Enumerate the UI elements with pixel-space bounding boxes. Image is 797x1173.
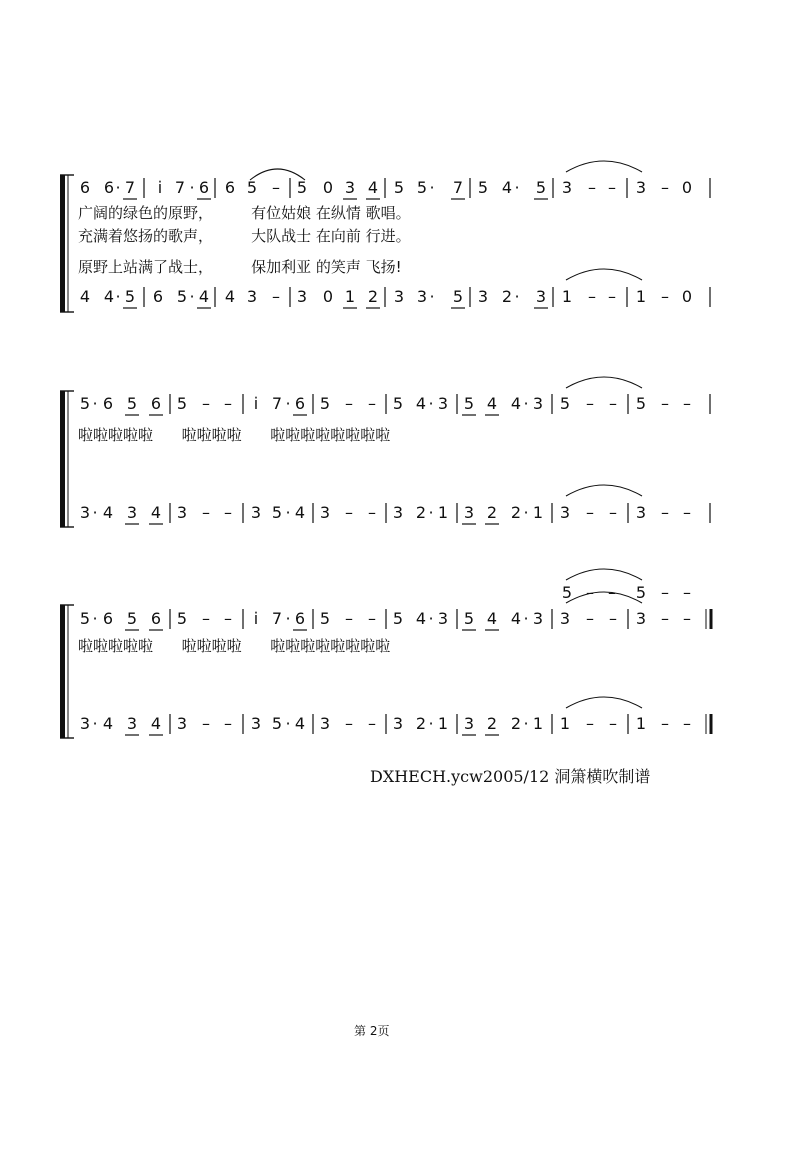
note: 5 [393,178,405,197]
note: 3 [535,287,547,306]
note: 2 [367,287,379,306]
note: 7 [271,394,283,413]
sustain-dash: – [661,609,669,628]
sustain-dash: – [608,583,616,602]
lyric-line: 啦啦啦啦啦 啦啦啦啦 啦啦啦啦啦啦啦啦 [78,426,391,444]
lyric-line: 广阔的绿色的原野， 有位姑娘 在纵情 歌唱。 [78,204,411,222]
note: 4 [150,714,162,733]
system-bracket [60,391,65,527]
note: 5 [79,394,91,413]
dot-mark: · [115,178,121,197]
note: 1 [437,714,449,733]
note: 3 [437,394,449,413]
sustain-dash: – [683,503,691,522]
note: 3 [635,178,647,197]
note: 3 [477,287,489,306]
note: 3 [463,714,475,733]
note: 6 [198,178,210,197]
note: 1 [635,714,647,733]
note: 3 [635,609,647,628]
note: 5 [126,394,138,413]
note: 3 [176,503,188,522]
note: 5 [392,394,404,413]
note: 4 [510,609,522,628]
note: 5 [296,178,308,197]
sustain-dash: – [224,503,232,522]
note: 7 [452,178,464,197]
note: 0 [681,178,693,197]
sustain-dash: – [661,178,669,197]
note: 6 [294,609,306,628]
sustain-dash: – [588,287,596,306]
note: 2 [415,714,427,733]
note: 4 [102,503,114,522]
page-number: 第 2页 [354,1024,390,1038]
note: 6 [103,178,115,197]
dot-mark: · [523,714,529,733]
note: 3 [392,503,404,522]
sustain-dash: – [609,609,617,628]
note: 4 [501,178,513,197]
note: 5 [635,583,647,602]
tie-arc [566,697,642,708]
sustain-dash: – [683,394,691,413]
sustain-dash: – [661,714,669,733]
tie-arc [566,485,642,496]
dot-mark: · [428,394,434,413]
dot-mark: · [429,178,435,197]
sustain-dash: – [661,503,669,522]
sustain-dash: – [202,394,210,413]
sustain-dash: – [588,178,596,197]
dot-mark: · [92,609,98,628]
tie-arc [566,377,642,388]
note: 3 [250,714,262,733]
note: 3 [344,178,356,197]
note: 4 [415,609,427,628]
note: 4 [103,287,115,306]
sustain-dash: – [586,503,594,522]
note: 3 [250,503,262,522]
note: 3 [392,714,404,733]
sustain-dash: – [586,583,594,602]
dot-mark: · [514,287,520,306]
note: 2 [486,714,498,733]
note: 4 [294,503,306,522]
tie-arc [566,161,642,172]
note: 5 [319,394,331,413]
note: 7 [174,178,186,197]
note: 1 [561,287,573,306]
dot-mark: · [92,503,98,522]
note: i̇ [253,394,259,413]
sustain-dash: – [368,609,376,628]
dot-mark: · [115,287,121,306]
sustain-dash: – [345,714,353,733]
dot-mark: · [523,394,529,413]
dot-mark: · [523,503,529,522]
note: 5 [535,178,547,197]
note: 5 [463,609,475,628]
note: 3 [463,503,475,522]
sustain-dash: – [586,394,594,413]
note: 3 [437,609,449,628]
note: 3 [176,714,188,733]
note: 5 [416,178,428,197]
note: 4 [294,714,306,733]
note: 3 [319,503,331,522]
note: 3 [126,503,138,522]
note: 5 [79,609,91,628]
note: 5 [559,394,571,413]
note: 3 [246,287,258,306]
dot-mark: · [429,287,435,306]
sustain-dash: – [202,609,210,628]
system-bracket [60,175,65,312]
sustain-dash: – [609,503,617,522]
note: 4 [224,287,236,306]
dot-mark: · [189,287,195,306]
note: 2 [501,287,513,306]
note: 0 [322,178,334,197]
sustain-dash: – [609,714,617,733]
sustain-dash: – [272,287,280,306]
note: 7 [124,178,136,197]
note: 6 [102,609,114,628]
note: 4 [486,394,498,413]
note: 3 [319,714,331,733]
note: 6 [150,609,162,628]
dot-mark: · [428,503,434,522]
note: 3 [393,287,405,306]
dot-mark: · [285,394,291,413]
sustain-dash: – [272,178,280,197]
note: 5 [561,583,573,602]
note: 4 [198,287,210,306]
sustain-dash: – [224,714,232,733]
note: 6 [224,178,236,197]
note: 6 [152,287,164,306]
note: 4 [486,609,498,628]
note: 6 [79,178,91,197]
note: 1 [532,503,544,522]
sustain-dash: – [608,287,616,306]
sustain-dash: – [224,609,232,628]
note: 7 [271,609,283,628]
note: 4 [150,503,162,522]
tie-arc [566,569,642,580]
note: 5 [271,503,283,522]
note: 4 [415,394,427,413]
note: 6 [294,394,306,413]
sustain-dash: – [202,503,210,522]
note: 5 [176,287,188,306]
sustain-dash: – [683,714,691,733]
note: 3 [126,714,138,733]
note: 5 [392,609,404,628]
note: 5 [319,609,331,628]
note: 4 [102,714,114,733]
note: 2 [415,503,427,522]
note: 3 [559,609,571,628]
dot-mark: · [285,714,291,733]
note: 1 [532,714,544,733]
sustain-dash: – [368,714,376,733]
note: 1 [635,287,647,306]
dot-mark: · [428,714,434,733]
note: 5 [463,394,475,413]
note: 5 [452,287,464,306]
dot-mark: · [428,609,434,628]
sustain-dash: – [586,609,594,628]
sustain-dash: – [609,394,617,413]
note: i̇ [253,609,259,628]
sustain-dash: – [345,503,353,522]
note: 0 [681,287,693,306]
note: 4 [510,394,522,413]
lyric-line: 充满着悠扬的歌声， 大队战士 在向前 行进。 [78,227,411,245]
sustain-dash: – [202,714,210,733]
note: 1 [559,714,571,733]
note: 5 [176,394,188,413]
note: 3 [532,609,544,628]
note: 6 [102,394,114,413]
score-credit: DXHECH.ycw2005/12 洞箫横吹制谱 [370,767,651,786]
note: 3 [559,503,571,522]
note: i̇ [157,178,163,197]
sustain-dash: – [345,609,353,628]
dot-mark: · [285,503,291,522]
dot-mark: · [514,178,520,197]
note: 1 [437,503,449,522]
note: 5 [126,609,138,628]
note: 3 [635,503,647,522]
note: 3 [79,503,91,522]
sustain-dash: – [661,583,669,602]
note: 1 [344,287,356,306]
dot-mark: · [189,178,195,197]
dot-mark: · [285,609,291,628]
sustain-dash: – [661,394,669,413]
note: 4 [367,178,379,197]
note: 2 [486,503,498,522]
note: 0 [322,287,334,306]
note: 3 [296,287,308,306]
lyric-line: 啦啦啦啦啦 啦啦啦啦 啦啦啦啦啦啦啦啦 [78,637,391,655]
sustain-dash: – [608,178,616,197]
note: 4 [79,287,91,306]
sustain-dash: – [368,503,376,522]
note: 5 [271,714,283,733]
dot-mark: · [92,394,98,413]
note: 5 [246,178,258,197]
note: 5 [477,178,489,197]
note: 3 [79,714,91,733]
note: 5 [176,609,188,628]
note: 2 [510,503,522,522]
dot-mark: · [92,714,98,733]
sustain-dash: – [224,394,232,413]
note: 3 [561,178,573,197]
note: 5 [635,394,647,413]
dot-mark: · [523,609,529,628]
note: 3 [532,394,544,413]
system-bracket [60,605,65,738]
sustain-dash: – [368,394,376,413]
note: 6 [150,394,162,413]
sustain-dash: – [586,714,594,733]
note: 5 [124,287,136,306]
sustain-dash: – [661,287,669,306]
lyric-line: 原野上站满了战士， 保加利亚 的笑声 飞扬! [78,258,402,276]
sustain-dash: – [683,583,691,602]
tie-arc [566,592,642,603]
sustain-dash: – [345,394,353,413]
tie-arc [566,269,642,280]
note: 3 [416,287,428,306]
sustain-dash: – [683,609,691,628]
note: 2 [510,714,522,733]
